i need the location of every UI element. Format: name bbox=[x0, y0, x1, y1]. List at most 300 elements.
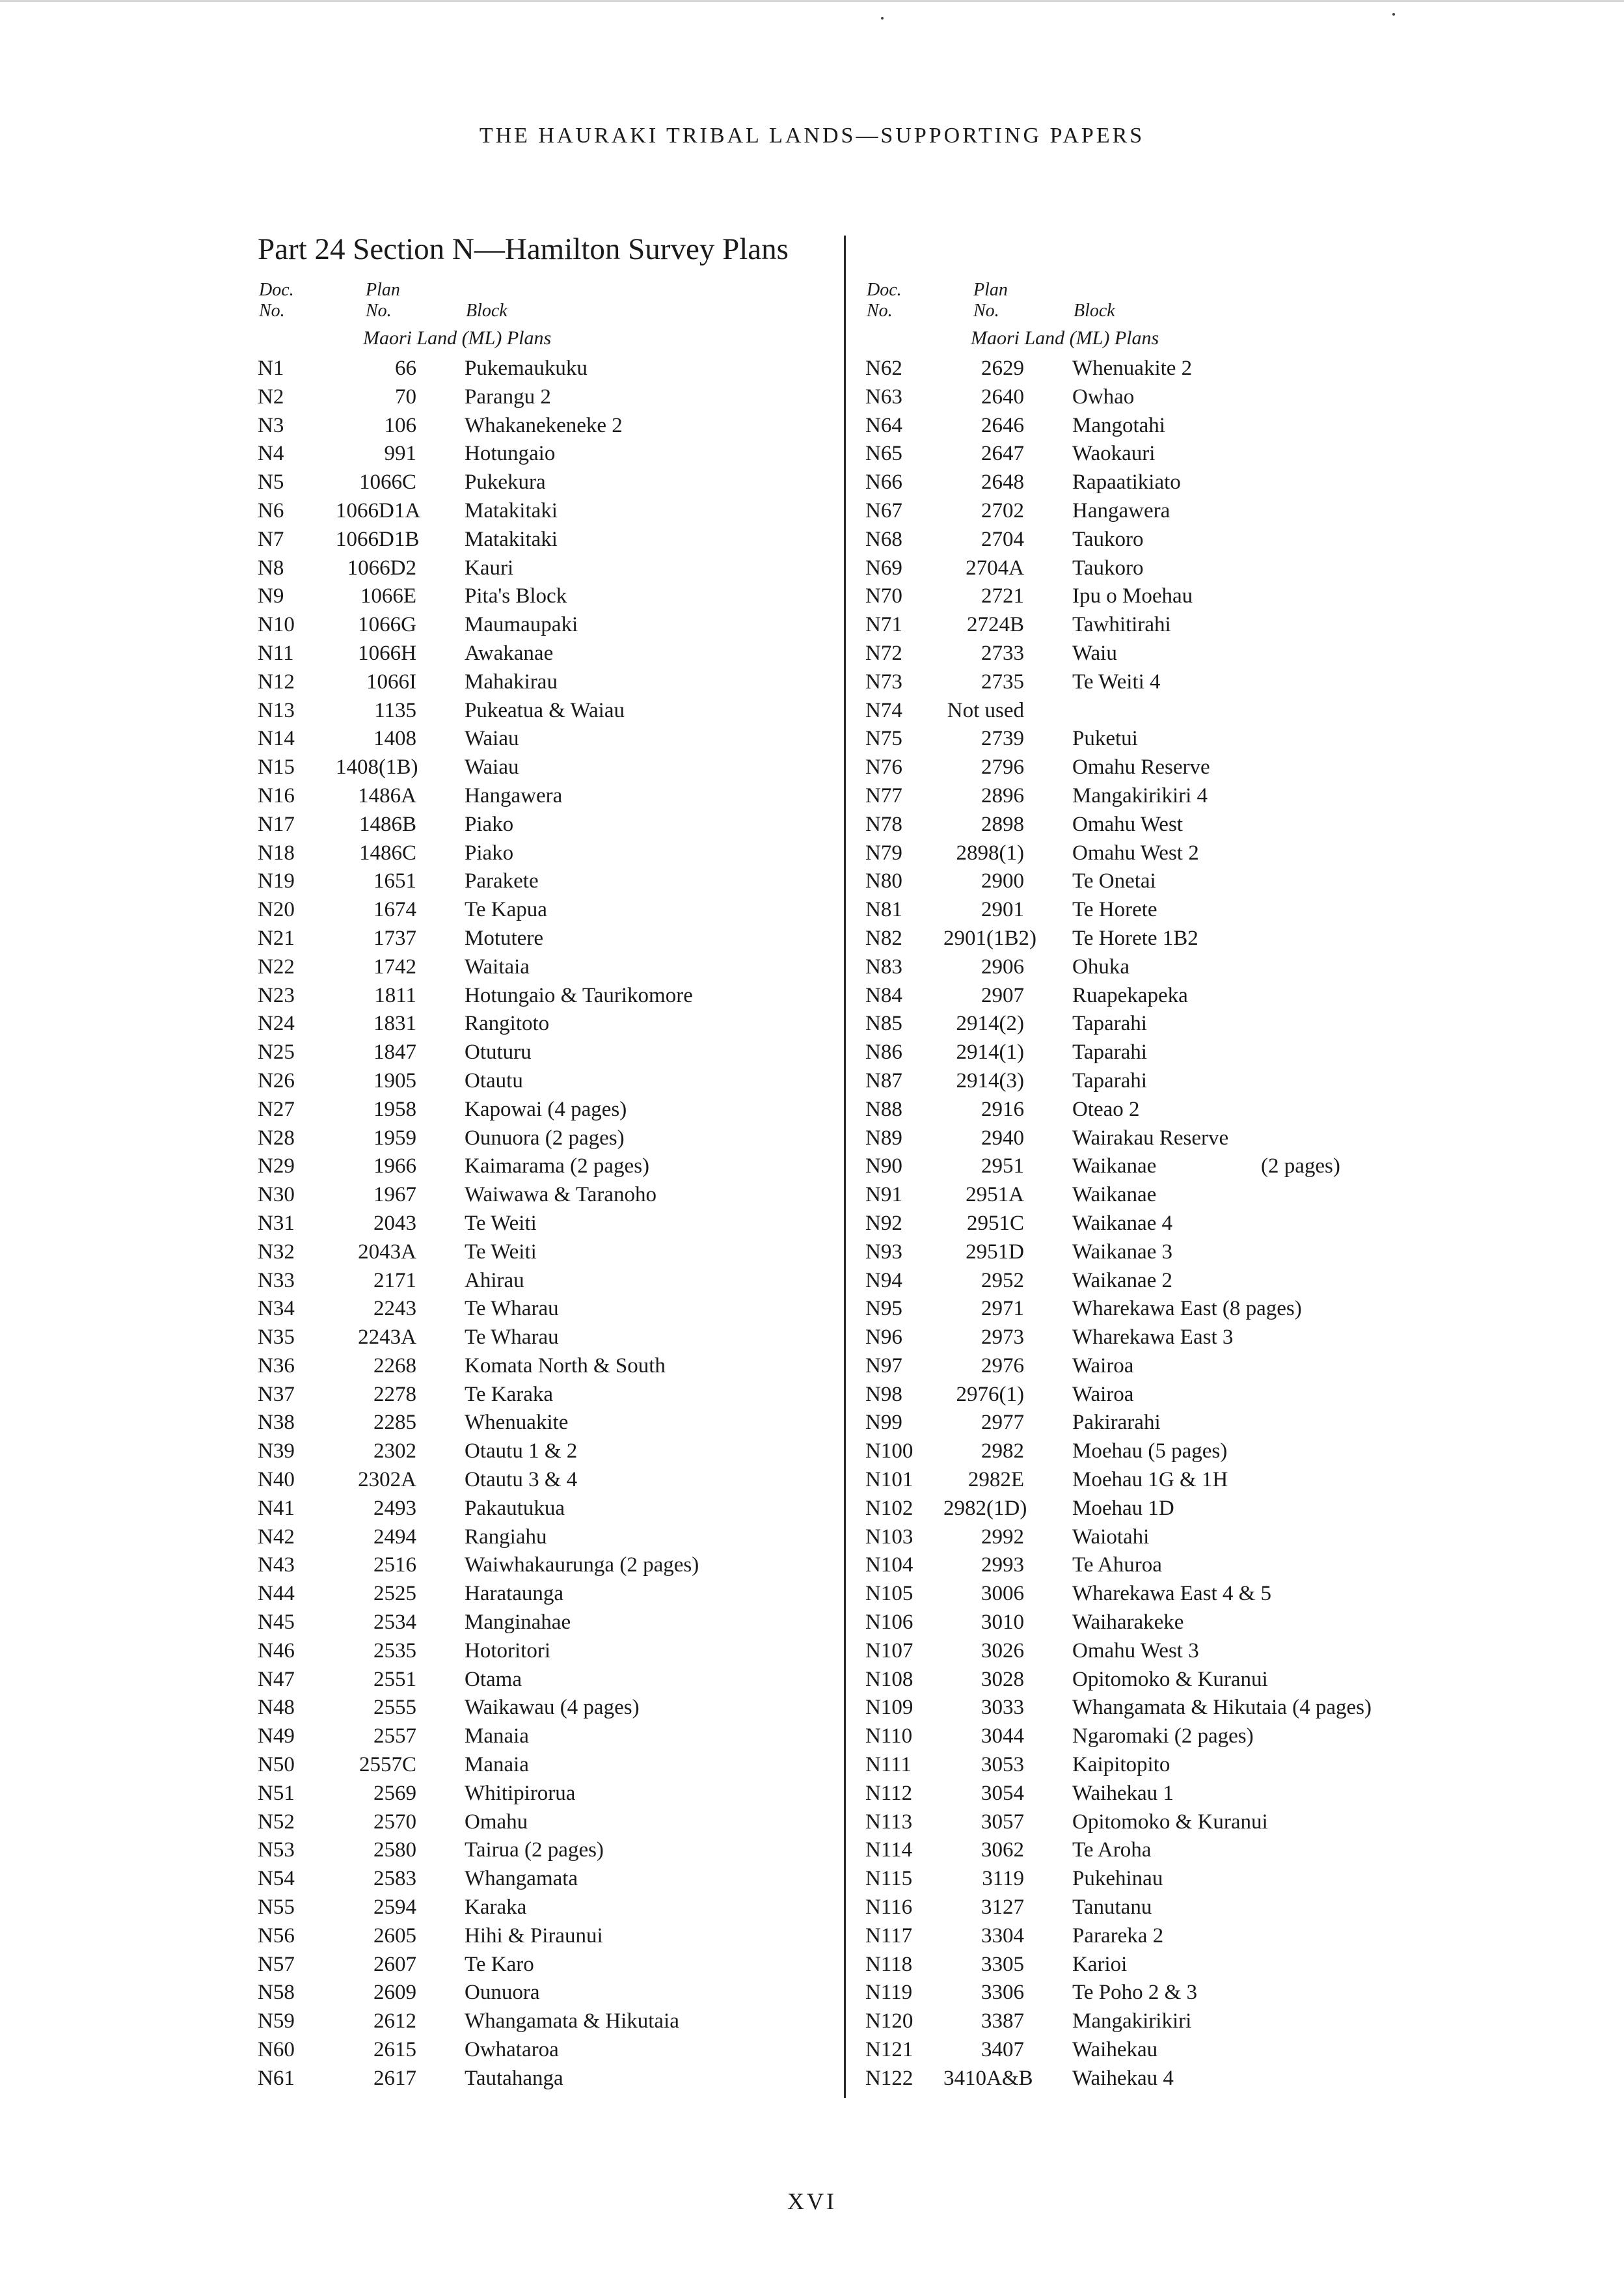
plan-number: 3127 bbox=[981, 1895, 1024, 1920]
doc-number: N23 bbox=[258, 983, 295, 1007]
block-name: Opitomoko & Kuranui bbox=[1072, 1667, 1268, 1691]
plan-number: 1486C bbox=[359, 841, 416, 865]
doc-number: N46 bbox=[258, 1638, 295, 1663]
plan-number: 2704A bbox=[966, 556, 1024, 580]
block-name: Taukoro bbox=[1072, 527, 1144, 551]
block-name: Otautu 3 & 4 bbox=[465, 1468, 578, 1492]
table-row bbox=[865, 582, 1193, 610]
plan-number: 2951A bbox=[966, 1183, 1024, 1207]
plan-number: 1831 bbox=[373, 1012, 416, 1036]
plan-number: 2951D bbox=[966, 1240, 1024, 1264]
plan-number: 3044 bbox=[981, 1724, 1024, 1748]
plan-number: 2982E bbox=[968, 1468, 1024, 1492]
plan-number: 3387 bbox=[981, 2009, 1024, 2033]
plan-number: 1967 bbox=[373, 1183, 416, 1207]
table-row bbox=[258, 724, 551, 753]
plan-number: 2907 bbox=[981, 983, 1024, 1007]
doc-number: N31 bbox=[258, 1211, 295, 1235]
doc-number: N120 bbox=[865, 2009, 914, 2033]
block-name: Karioi bbox=[1072, 1952, 1128, 1976]
plan-number: 2493 bbox=[373, 1496, 416, 1520]
doc-number: N13 bbox=[258, 698, 295, 722]
block-header: Block bbox=[1074, 301, 1115, 321]
block-name: Owhataroa bbox=[465, 2038, 559, 2062]
doc-number: N115 bbox=[865, 1867, 913, 1891]
table-row bbox=[258, 525, 558, 554]
doc-number: N65 bbox=[865, 442, 902, 466]
table-row bbox=[258, 1266, 551, 1295]
table-row bbox=[865, 554, 1159, 582]
doc-number: N83 bbox=[865, 955, 902, 979]
column-divider bbox=[844, 236, 846, 2098]
doc-number: N44 bbox=[258, 1582, 295, 1606]
plan-number: 2285 bbox=[373, 1411, 416, 1435]
plan-number: 2971 bbox=[981, 1297, 1024, 1321]
doc-number: N33 bbox=[258, 1268, 295, 1292]
block-name: Omahu West 3 bbox=[1072, 1638, 1199, 1663]
table-row bbox=[258, 1523, 551, 1551]
plan-number: 2993 bbox=[981, 1553, 1024, 1577]
doc-number: N106 bbox=[865, 1610, 914, 1635]
table-row bbox=[865, 1779, 1174, 1808]
doc-number: N101 bbox=[865, 1468, 914, 1492]
table-row bbox=[258, 1608, 571, 1637]
doc-number: N61 bbox=[258, 2066, 295, 2090]
doc-number: N27 bbox=[258, 1097, 295, 1121]
doc-number: N15 bbox=[258, 755, 295, 780]
block-name: Oteao 2 bbox=[1072, 1097, 1140, 1121]
plan-number: 2951 bbox=[981, 1154, 1024, 1178]
block-name: Whakanekeneke 2 bbox=[465, 413, 623, 437]
table-row bbox=[258, 1408, 569, 1437]
plan-number: 2914(2) bbox=[956, 1012, 1024, 1036]
plan-number: 2940 bbox=[981, 1126, 1024, 1150]
table-row bbox=[865, 696, 1159, 725]
block-name: Waitaia bbox=[465, 955, 530, 979]
doc-number: N88 bbox=[865, 1097, 902, 1121]
section-title: Part 24 Section N—Hamilton Survey Plans bbox=[258, 232, 789, 266]
right-column bbox=[865, 280, 1372, 2093]
plan-number: 2171 bbox=[373, 1268, 416, 1292]
plan-number: 2569 bbox=[373, 1781, 416, 1805]
doc-number: N58 bbox=[258, 1981, 295, 2005]
doc-number: N40 bbox=[258, 1468, 295, 1492]
doc-number: N66 bbox=[865, 470, 902, 495]
block-name: Rangiahu bbox=[465, 1525, 547, 1549]
plan-number: 2704 bbox=[981, 527, 1024, 551]
table-row bbox=[258, 810, 551, 839]
plan-number: 1966 bbox=[373, 1154, 416, 1178]
doc-number: N4 bbox=[258, 442, 284, 466]
doc-number: N57 bbox=[258, 1952, 295, 1976]
column-header bbox=[865, 280, 1159, 323]
table-row bbox=[865, 1038, 1159, 1066]
doc-number: N11 bbox=[258, 641, 294, 665]
block-name: Ahirau bbox=[465, 1268, 524, 1292]
block-name: Waikawau (4 pages) bbox=[465, 1696, 640, 1720]
doc-number: N8 bbox=[258, 556, 284, 580]
block-name: Owhao bbox=[1072, 385, 1135, 409]
doc-number: N54 bbox=[258, 1867, 295, 1891]
plan-number: 1066I bbox=[366, 670, 416, 694]
plan-number: 2735 bbox=[981, 670, 1024, 694]
column-header bbox=[258, 280, 551, 323]
doc-number: N34 bbox=[258, 1297, 295, 1321]
doc-number: N49 bbox=[258, 1724, 295, 1748]
block-name: Ounuora bbox=[465, 1981, 540, 2005]
table-row bbox=[865, 411, 1165, 440]
doc-number: N107 bbox=[865, 1638, 914, 1663]
doc-number: N99 bbox=[865, 1411, 902, 1435]
block-name: Waiwawa & Taranoho bbox=[465, 1183, 656, 1207]
doc-number: N105 bbox=[865, 1582, 914, 1606]
table-row bbox=[258, 1978, 551, 2007]
plan-number: 1958 bbox=[373, 1097, 416, 1121]
table-row bbox=[258, 1209, 551, 1238]
plan-number: 2901 bbox=[981, 898, 1024, 922]
table-row bbox=[865, 1922, 1164, 1950]
table-row bbox=[865, 1523, 1159, 1551]
block-name: Mangakirikiri 4 bbox=[1072, 783, 1208, 808]
table-row bbox=[258, 1238, 551, 1266]
plan-number: 2906 bbox=[981, 955, 1024, 979]
block-name: Waiotahi bbox=[1072, 1525, 1150, 1549]
block-name: Waihekau 1 bbox=[1072, 1781, 1174, 1805]
table-row bbox=[865, 1693, 1372, 1722]
plan-number: 2646 bbox=[981, 413, 1024, 437]
plan-number: 2043 bbox=[373, 1211, 416, 1235]
table-row bbox=[865, 639, 1159, 668]
table-row bbox=[258, 1066, 551, 1095]
block-name: Whangamata bbox=[465, 1867, 578, 1891]
table-row bbox=[258, 1465, 578, 1494]
plan-number: 2583 bbox=[373, 1867, 416, 1891]
plan-number: 2982(1D) bbox=[943, 1496, 1027, 1520]
page-number: XVI bbox=[787, 2188, 837, 2214]
doc-number: N98 bbox=[865, 1382, 902, 1406]
table-row bbox=[865, 496, 1171, 525]
doc-number: N39 bbox=[258, 1439, 295, 1463]
table-row bbox=[258, 1893, 551, 1922]
plan-number: 1959 bbox=[373, 1126, 416, 1150]
doc-number: N112 bbox=[865, 1781, 913, 1805]
block-name: Taparahi bbox=[1072, 1068, 1147, 1093]
plan-number: 2525 bbox=[373, 1582, 416, 1606]
doc-number: N20 bbox=[258, 898, 295, 922]
doc-number: N52 bbox=[258, 1810, 295, 1834]
block-name: Tawhitirahi bbox=[1072, 613, 1171, 637]
doc-number: N74 bbox=[865, 698, 902, 722]
block-name: Motutere bbox=[465, 926, 543, 950]
scan-speck bbox=[881, 17, 884, 20]
plan-number: 2982 bbox=[981, 1439, 1024, 1463]
table-row bbox=[258, 2007, 679, 2035]
table-rows bbox=[865, 354, 1372, 2093]
table-row bbox=[865, 1608, 1184, 1637]
table-row bbox=[865, 1294, 1302, 1323]
doc-number: N7 bbox=[258, 527, 284, 551]
doc-number: N122 bbox=[865, 2066, 914, 2090]
subhead: Maori Land (ML) Plans bbox=[971, 327, 1159, 349]
block-name: Te Weiti 4 bbox=[1072, 670, 1161, 694]
doc-number: N113 bbox=[865, 1810, 913, 1834]
table-row bbox=[865, 1152, 1340, 1180]
doc-number: N5 bbox=[258, 470, 284, 495]
doc-number: N76 bbox=[865, 755, 902, 780]
block-name: Ounuora (2 pages) bbox=[465, 1126, 625, 1150]
block-name: Moehau (5 pages) bbox=[1072, 1439, 1228, 1463]
block-name: Omahu West bbox=[1072, 812, 1183, 836]
block-name: Otautu bbox=[465, 1068, 523, 1093]
doc-number: N35 bbox=[258, 1325, 295, 1350]
table-row bbox=[258, 1494, 565, 1523]
table-row bbox=[258, 1009, 551, 1038]
block-name: Matakitaki bbox=[465, 498, 558, 523]
doc-number: N87 bbox=[865, 1068, 902, 1093]
block-name: Te Kapua bbox=[465, 898, 547, 922]
table-row bbox=[258, 1922, 603, 1950]
block-name: Te Horete bbox=[1072, 898, 1157, 922]
plan-number: 2534 bbox=[373, 1610, 416, 1635]
block-name: Pukeatua & Waiau bbox=[465, 698, 625, 722]
block-name: Taparahi bbox=[1072, 1012, 1147, 1036]
block-name: Waokauri bbox=[1072, 442, 1156, 466]
table-row bbox=[258, 981, 693, 1010]
doc-number: N95 bbox=[865, 1297, 902, 1321]
plan-number: 3119 bbox=[982, 1867, 1024, 1891]
plan-number: 2977 bbox=[981, 1411, 1024, 1435]
doc-number: N32 bbox=[258, 1240, 295, 1264]
block-name: Wharekawa East 3 bbox=[1072, 1325, 1234, 1350]
plan-header: No. bbox=[366, 301, 392, 321]
block-name: Pukemaukuku bbox=[465, 357, 588, 380]
block-name: Wairoa bbox=[1072, 1353, 1134, 1378]
doc-number: N68 bbox=[865, 527, 902, 551]
doc-header: Doc. bbox=[867, 280, 902, 300]
table-row bbox=[865, 1836, 1159, 1864]
block-name: Ruapekapeka bbox=[1072, 983, 1188, 1007]
doc-number: N90 bbox=[865, 1154, 902, 1178]
doc-number: N75 bbox=[865, 727, 902, 751]
plan-number: 2268 bbox=[373, 1353, 416, 1378]
doc-number: N85 bbox=[865, 1012, 902, 1036]
plan-number: 2952 bbox=[981, 1268, 1024, 1292]
doc-number: N63 bbox=[865, 385, 902, 409]
block-name: Pita's Block bbox=[465, 584, 567, 608]
plan-number: 3028 bbox=[981, 1667, 1024, 1691]
doc-number: N42 bbox=[258, 1525, 295, 1549]
doc-number: N50 bbox=[258, 1753, 295, 1777]
block-name: Matakitaki bbox=[465, 527, 558, 551]
table-row bbox=[258, 839, 551, 867]
table-row bbox=[865, 1009, 1159, 1038]
block-name: Waikanae 2 bbox=[1072, 1268, 1173, 1292]
plan-number: 1066D1A bbox=[336, 498, 421, 523]
block-name: Te Karo bbox=[465, 1952, 534, 1976]
doc-number: N92 bbox=[865, 1211, 902, 1235]
block-name: Waikanae bbox=[1072, 1154, 1157, 1178]
plan-number: 2243 bbox=[373, 1297, 416, 1321]
block-name: Waikanae 3 bbox=[1072, 1240, 1173, 1264]
table-row bbox=[865, 354, 1193, 383]
doc-number: N110 bbox=[865, 1724, 913, 1748]
doc-number: N21 bbox=[258, 926, 295, 950]
doc-number: N117 bbox=[865, 1923, 913, 1948]
plan-number: 2898(1) bbox=[956, 841, 1024, 865]
table-row bbox=[865, 953, 1159, 981]
block-name: Waihekau bbox=[1072, 2038, 1158, 2062]
table-row bbox=[865, 810, 1183, 839]
plan-number: 2900 bbox=[981, 869, 1024, 893]
plan-header: Plan bbox=[973, 280, 1008, 300]
block-name: Opitomoko & Kuranui bbox=[1072, 1810, 1268, 1834]
plan-number: 3410A&B bbox=[943, 2066, 1033, 2090]
doc-number: N79 bbox=[865, 841, 902, 865]
table-row bbox=[865, 1864, 1163, 1893]
block-name: Tairua (2 pages) bbox=[465, 1838, 604, 1862]
block-name: Te Poho 2 & 3 bbox=[1072, 1981, 1198, 2005]
block-name: Otautu 1 & 2 bbox=[465, 1439, 578, 1463]
block-name: Taparahi bbox=[1072, 1040, 1147, 1065]
plan-number: 2951C bbox=[966, 1211, 1024, 1235]
doc-number: N72 bbox=[865, 641, 902, 665]
doc-number: N111 bbox=[865, 1753, 912, 1777]
doc-number: N102 bbox=[865, 1496, 914, 1520]
row-note: (2 pages) bbox=[1261, 1154, 1340, 1178]
doc-header: No. bbox=[867, 301, 893, 321]
table-row bbox=[258, 2064, 563, 2093]
plan-number: 2617 bbox=[373, 2066, 416, 2090]
plan-number: 70 bbox=[395, 385, 416, 409]
plan-number: 2724B bbox=[966, 613, 1024, 637]
table-row bbox=[865, 1808, 1268, 1836]
plan-number: 2570 bbox=[373, 1810, 416, 1834]
table-row bbox=[258, 1038, 551, 1066]
block-name: Wairoa bbox=[1072, 1382, 1134, 1406]
plan-number: 1066E bbox=[360, 584, 416, 608]
doc-number: N77 bbox=[865, 783, 902, 808]
plan-number: 66 bbox=[395, 357, 416, 380]
doc-number: N103 bbox=[865, 1525, 914, 1549]
table-row bbox=[865, 1551, 1162, 1579]
plan-number: 2494 bbox=[373, 1525, 416, 1549]
table-row bbox=[258, 468, 551, 496]
doc-number: N14 bbox=[258, 727, 295, 751]
doc-number: N84 bbox=[865, 983, 902, 1007]
block-name: Waihekau 4 bbox=[1072, 2066, 1174, 2090]
doc-number: N25 bbox=[258, 1040, 295, 1065]
doc-number: N43 bbox=[258, 1553, 295, 1577]
doc-number: N17 bbox=[258, 812, 295, 836]
plan-number: 2898 bbox=[981, 812, 1024, 836]
doc-number: N82 bbox=[865, 926, 902, 950]
table-row bbox=[258, 610, 578, 639]
scan-edge-line bbox=[0, 0, 1624, 2]
table-row bbox=[865, 781, 1208, 810]
doc-number: N12 bbox=[258, 670, 295, 694]
table-row bbox=[865, 1494, 1174, 1523]
table-row bbox=[258, 1124, 625, 1152]
block-name: Hotoritori bbox=[465, 1638, 550, 1663]
plan-number: 2557C bbox=[359, 1753, 416, 1777]
block-name: Mahakirau bbox=[465, 670, 558, 694]
block-name: Pakautukua bbox=[465, 1496, 565, 1520]
plan-number: 3304 bbox=[981, 1923, 1024, 1948]
plan-number: 2302A bbox=[358, 1468, 416, 1492]
plan-number: 2733 bbox=[981, 641, 1024, 665]
block-name: Hangawera bbox=[1072, 498, 1171, 523]
plan-number: 1066C bbox=[359, 470, 416, 495]
plan-number: 2580 bbox=[373, 1838, 416, 1862]
block-name: Manginahae bbox=[465, 1610, 571, 1635]
table-row bbox=[258, 1352, 666, 1380]
doc-number: N19 bbox=[258, 869, 295, 893]
block-name: Rapaatikiato bbox=[1072, 470, 1181, 495]
table-row bbox=[258, 895, 551, 924]
table-row bbox=[258, 383, 551, 411]
block-name: Piako bbox=[465, 841, 514, 865]
plan-number: 1066D1B bbox=[336, 527, 420, 551]
table-row bbox=[865, 2007, 1192, 2035]
doc-number: N53 bbox=[258, 1838, 295, 1862]
block-name: Harataunga bbox=[465, 1582, 564, 1606]
table-row bbox=[865, 924, 1198, 953]
doc-number: N41 bbox=[258, 1496, 295, 1520]
table-row bbox=[258, 753, 551, 781]
doc-number: N48 bbox=[258, 1696, 295, 1720]
table-row bbox=[865, 1209, 1173, 1238]
block-name: Waiharakeke bbox=[1072, 1610, 1184, 1635]
plan-number: 3054 bbox=[981, 1781, 1024, 1805]
plan-number: 3006 bbox=[981, 1582, 1024, 1606]
table-row bbox=[865, 1465, 1228, 1494]
table-row bbox=[865, 1095, 1159, 1124]
doc-number: N100 bbox=[865, 1439, 914, 1463]
table-row bbox=[258, 1722, 551, 1750]
plan-number: 2992 bbox=[981, 1525, 1024, 1549]
table-row bbox=[258, 1294, 559, 1323]
block-name: Kaimarama (2 pages) bbox=[465, 1154, 650, 1178]
block-name: Moehau 1G & 1H bbox=[1072, 1468, 1228, 1492]
doc-number: N96 bbox=[865, 1325, 902, 1350]
block-name: Whitipirorua bbox=[465, 1781, 576, 1805]
doc-number: N104 bbox=[865, 1553, 914, 1577]
doc-number: N94 bbox=[865, 1268, 902, 1292]
table-row bbox=[258, 1180, 656, 1209]
plan-number: 2555 bbox=[373, 1696, 416, 1720]
doc-number: N30 bbox=[258, 1183, 295, 1207]
plan-number: 3305 bbox=[981, 1952, 1024, 1976]
plan-number: 2612 bbox=[373, 2009, 416, 2033]
table-row bbox=[865, 1408, 1159, 1437]
table-row bbox=[865, 1066, 1159, 1095]
doc-number: N22 bbox=[258, 955, 295, 979]
block-name: Te Ahuroa bbox=[1072, 1553, 1162, 1577]
plan-number: 2615 bbox=[373, 2038, 416, 2062]
doc-number: N1 bbox=[258, 357, 284, 380]
block-name: Hotungaio & Taurikomore bbox=[465, 983, 693, 1007]
plan-number: 2605 bbox=[373, 1923, 416, 1948]
table-row bbox=[865, 1978, 1198, 2007]
table-row bbox=[258, 1637, 551, 1665]
block-name: Waiau bbox=[465, 755, 519, 780]
block-name: Pukehinau bbox=[1072, 1867, 1163, 1891]
plan-number: 2973 bbox=[981, 1325, 1024, 1350]
plan-header: No. bbox=[973, 301, 999, 321]
table-row bbox=[258, 867, 551, 895]
block-name: Te Horete 1B2 bbox=[1072, 926, 1198, 950]
doc-header: No. bbox=[259, 301, 285, 321]
